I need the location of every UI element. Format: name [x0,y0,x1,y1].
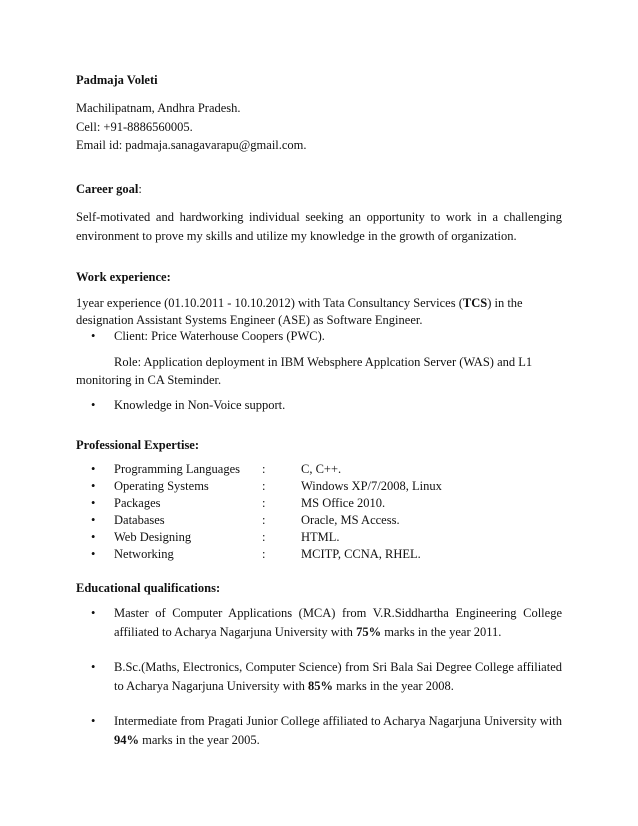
expertise-value: HTML. [301,530,340,544]
bullet-icon: • [91,513,96,527]
bullet-icon: • [91,462,96,476]
role-line2: monitoring in CA Steminder. [76,373,222,387]
education-text-end: marks in the year 2005. [139,733,260,747]
candidate-name: Padmaja Voleti [76,73,158,87]
expertise-value: Oracle, MS Access. [301,513,400,527]
education-heading: Educational qualifications: [76,581,221,595]
phone: Cell: +91-8886560005. [76,120,193,134]
work-line1-pre: 1year experience (01.10.2011 - 10.10.2012) with Tata Consultancy Services ( [76,296,463,310]
expertise-label: Networking [114,547,174,561]
expertise-separator: : [262,547,266,561]
bullet-icon: • [91,660,96,674]
education-item-mca [114,604,562,642]
company-abbreviation: TCS [462,296,488,310]
education-percentage: 75% [356,625,382,639]
professional-expertise-heading: Professional Expertise: [76,438,200,452]
education-text-end: marks in the year 2011. [381,625,502,639]
career-goal-heading [76,182,142,197]
expertise-value: C, C++. [301,462,342,476]
education-percentage: 85% [308,679,334,693]
expertise-separator: : [262,530,266,544]
expertise-value: MCITP, CCNA, RHEL. [301,547,421,561]
knowledge-line: Knowledge in Non-Voice support. [114,398,286,412]
expertise-separator: : [262,462,266,476]
bullet-icon: • [91,547,96,561]
address: Machilipatnam, Andhra Pradesh. [76,101,241,115]
expertise-label: Web Designing [114,530,192,544]
expertise-label: Databases [114,513,165,527]
expertise-label: Operating Systems [114,479,209,493]
expertise-value: MS Office 2010. [301,496,386,510]
expertise-separator: : [262,479,266,493]
career-goal-title: Career goal [76,182,139,196]
expertise-value: Windows XP/7/2008, Linux [301,479,442,493]
education-text: Intermediate from Pragati Junior College affiliated to Acharya Nagarjuna University with [114,714,562,728]
education-item-bsc [114,658,562,696]
work-experience-line1 [76,294,562,313]
education-text: Master of Computer Applications (MCA) from V.R.Siddhartha Engineering College affiliated to Acharya Nagarjuna University with [114,606,562,639]
bullet-icon: • [91,398,96,412]
bullet-icon: • [91,329,96,343]
expertise-separator: : [262,513,266,527]
bullet-icon: • [91,479,96,493]
education-percentage: 94% [114,733,139,747]
work-experience-line2: designation Assistant Systems Engineer (ASE) as Software Engineer. [76,313,423,327]
work-experience-heading: Work experience: [76,270,171,284]
education-item-intermediate [114,712,562,750]
education-text-end: marks in the year 2008. [333,679,454,693]
email: Email id: padmaja.sanagavarapu@gmail.com. [76,138,307,152]
career-goal-text: Self-motivated and hardworking individual seeking an opportunity to work in a challenging environment to prove my skills and utilize my knowledge in the growth of organization. [76,210,562,243]
career-goal-colon: : [138,182,142,196]
expertise-label: Packages [114,496,161,510]
bullet-icon: • [91,714,96,728]
expertise-label: Programming Languages [114,462,241,476]
bullet-icon: • [91,606,96,620]
role-line1: Role: Application deployment in IBM Websphere Applcation Server (WAS) and L1 [114,355,533,369]
bullet-icon: • [91,496,96,510]
expertise-separator: : [262,496,266,510]
work-line1-post: ) in the [487,296,523,310]
education-text: B.Sc.(Maths, Electronics, Computer Science) from Sri Bala Sai Degree College affiliated to Acharya Nagarjuna University with [114,660,562,693]
bullet-icon: • [91,530,96,544]
client-line: Client: Price Waterhouse Coopers (PWC). [114,329,325,343]
